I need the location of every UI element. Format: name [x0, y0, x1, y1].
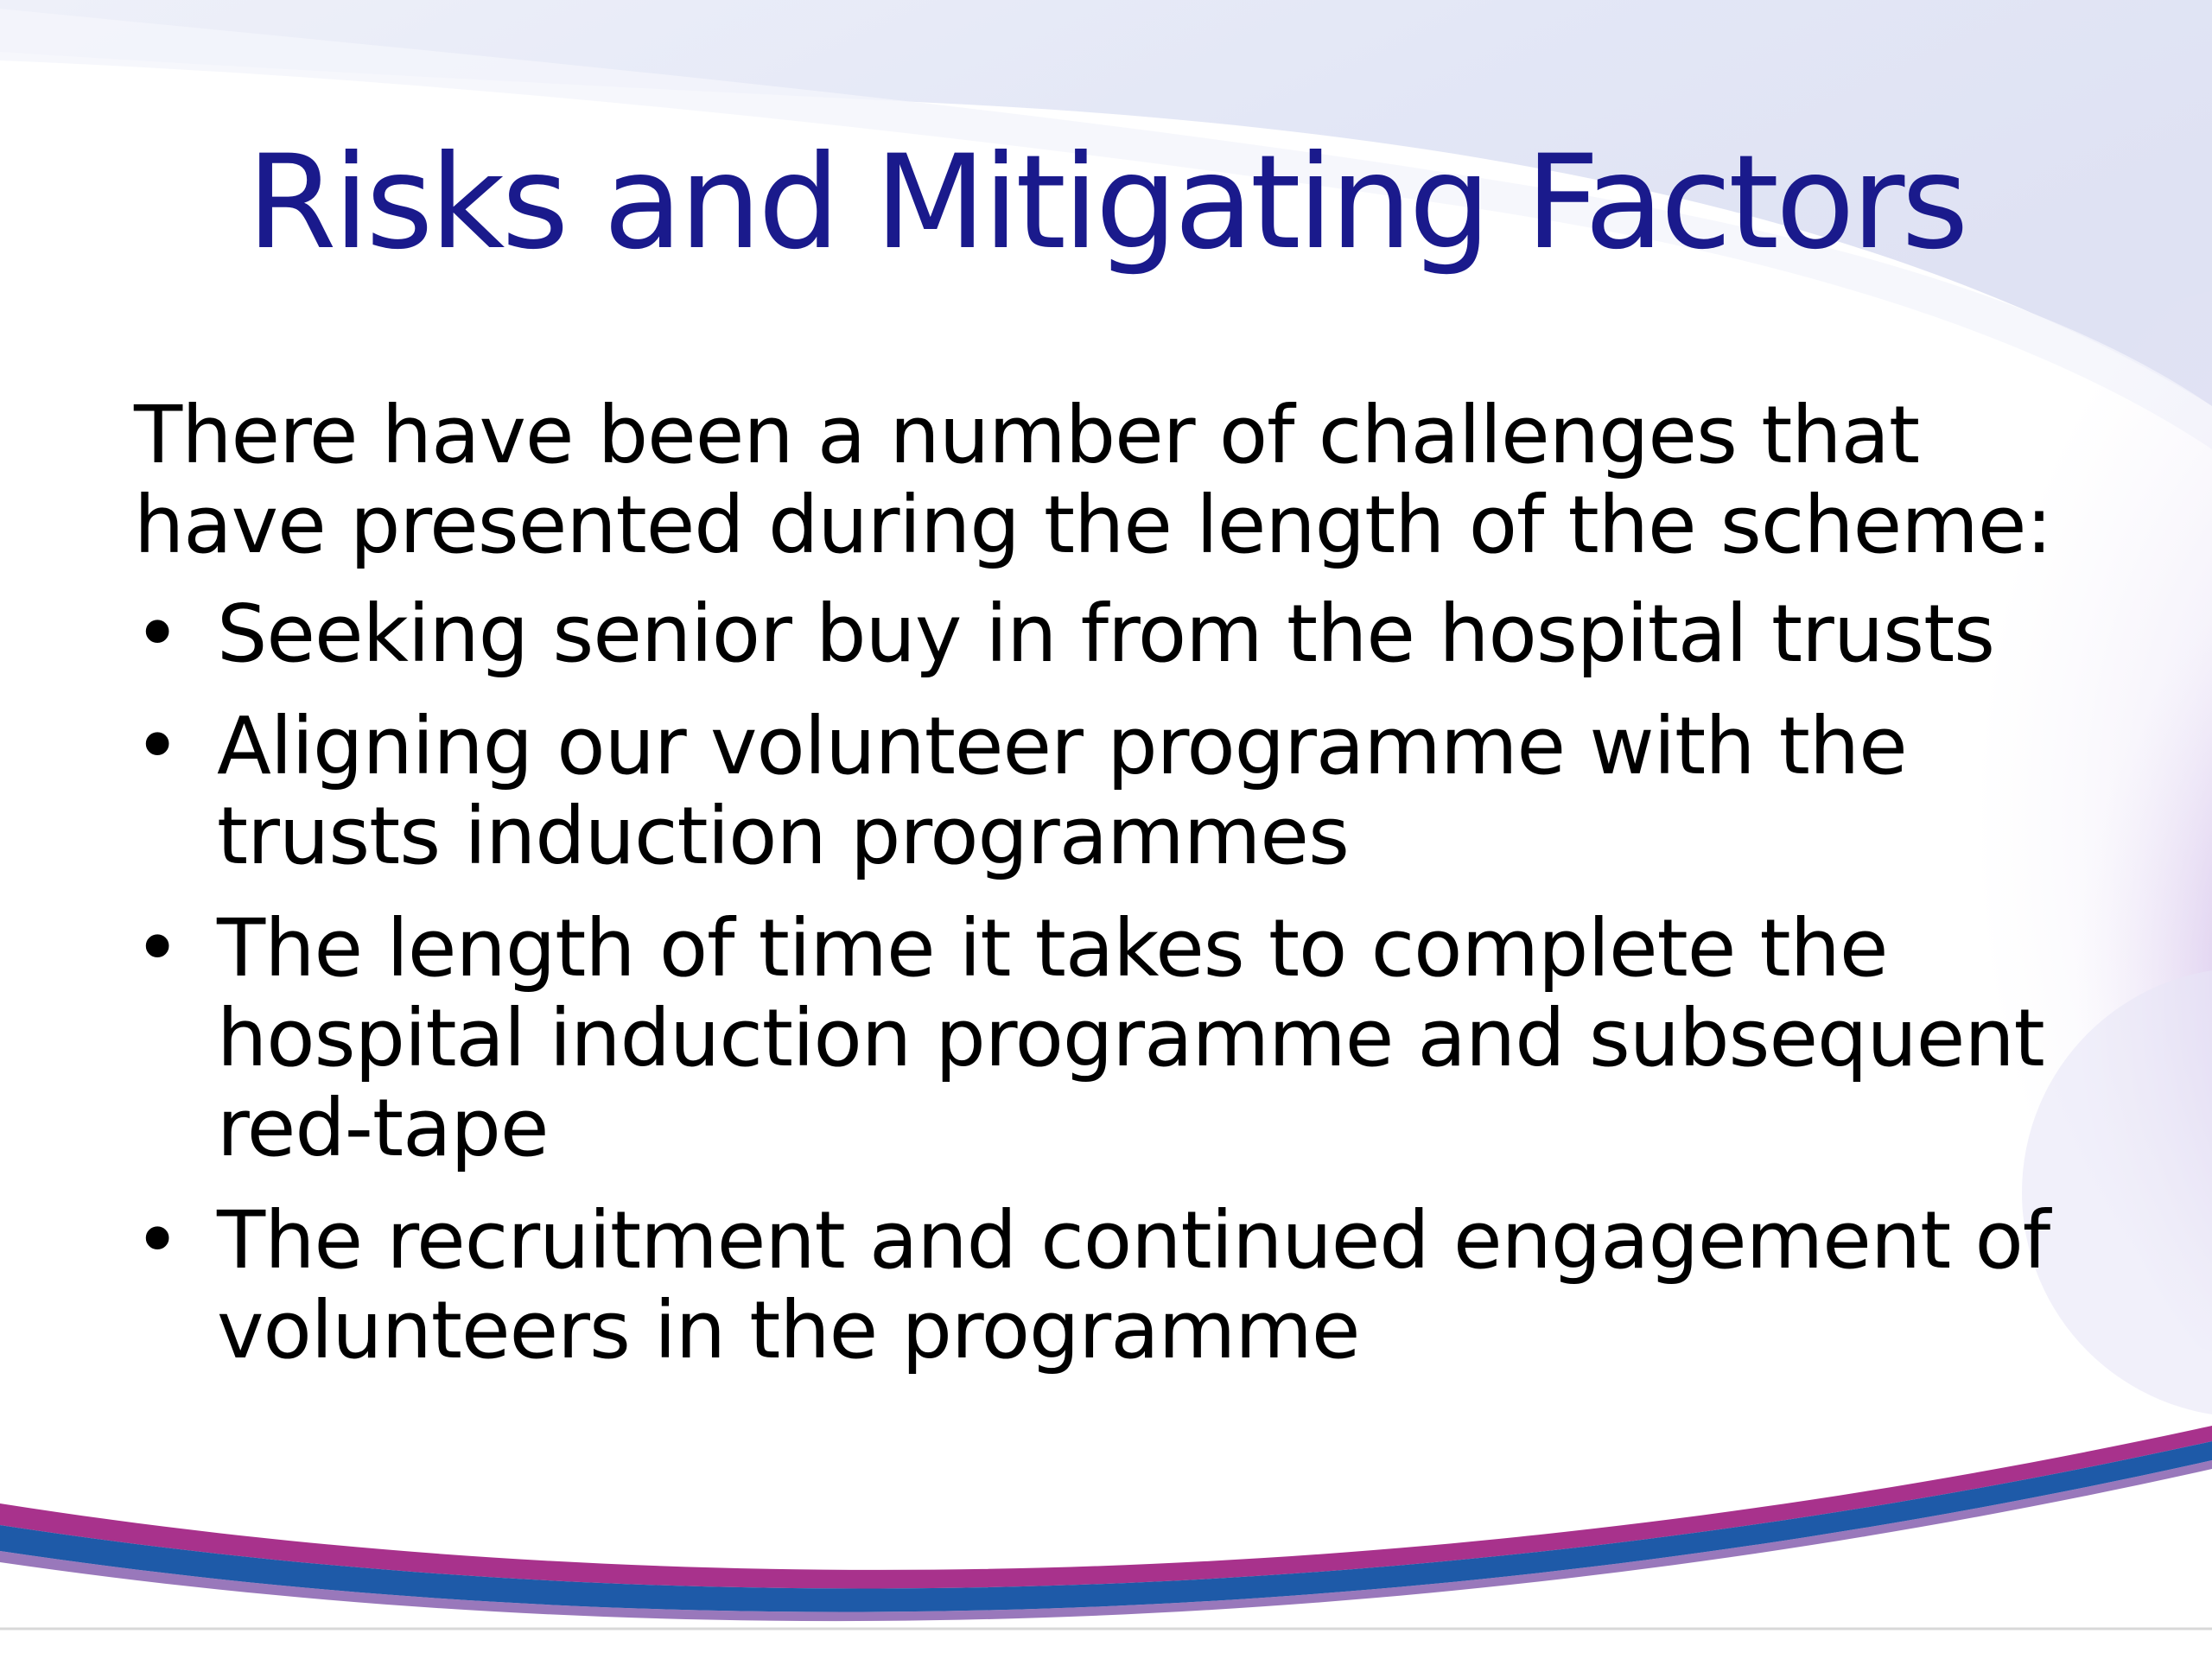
list-item [134, 1196, 2121, 1376]
slide-body [134, 391, 2121, 1398]
list-item [134, 702, 2121, 881]
intro-paragraph: There have been a number of challenges that have presented during the length of the scheme: [134, 389, 2052, 571]
bullet-text: The recruitment and continued engagement of volunteers in the programme [217, 1194, 2050, 1376]
bullet-icon: • [134, 700, 181, 792]
slide-title: Risks and Mitigating Factors [246, 128, 1966, 278]
bullet-icon: • [134, 588, 181, 680]
bullet-list [134, 589, 2121, 1376]
bullet-icon: • [134, 902, 181, 995]
bullet-icon: • [134, 1194, 181, 1287]
bullet-text: Aligning our volunteer programme with the trusts induction programmes [217, 700, 1907, 882]
list-item [134, 589, 2121, 679]
list-item [134, 904, 2121, 1173]
bullet-text: Seeking senior buy in from the hospital trusts [217, 588, 1995, 680]
bullet-text: The length of time it takes to complete the hospital induction programme and subsequent red-tape [217, 902, 2044, 1174]
